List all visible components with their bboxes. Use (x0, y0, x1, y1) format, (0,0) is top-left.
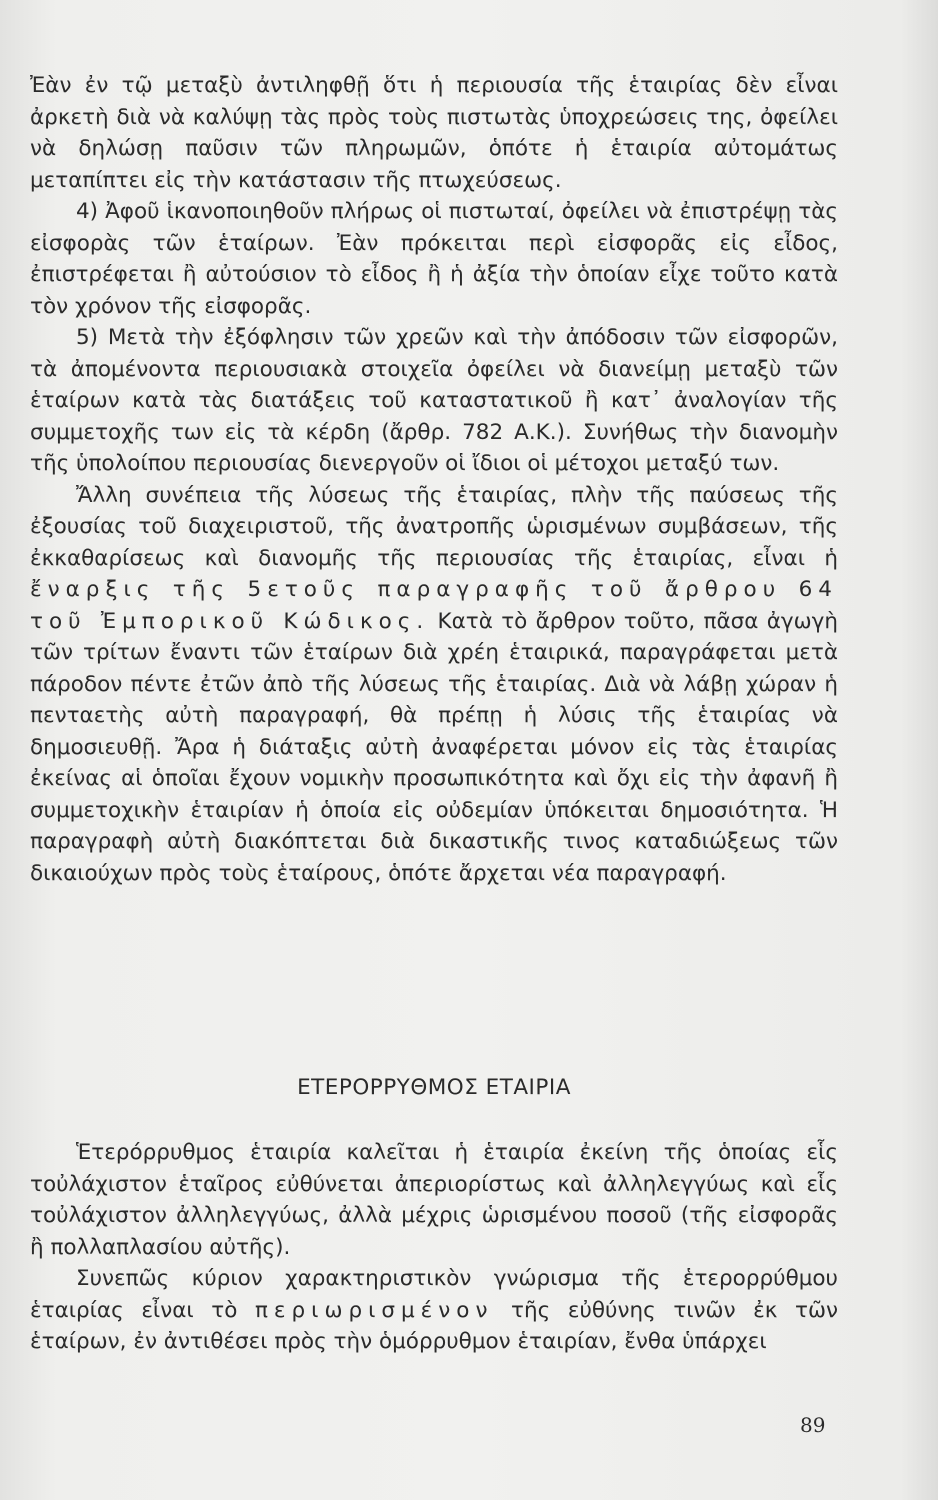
text-block-lower (30, 1137, 838, 1358)
paragraph-prescription-end: Κατὰ τὸ ἄρθρον τοῦτο, πᾶσα ἀγωγὴ τῶν τρίτων ἔναντι τῶν ἑταίρων διὰ χρέη ἑταιρικά, παραγράφεται μετὰ πάροδον πέντε ἐτῶν ἀπὸ τῆς λύσεως τῆς ἑταιρίας. Διὰ νὰ λάβῃ χώραν ἡ πενταετὴς αὐτὴ παραγραφή, θὰ πρέπῃ ἡ λύσις τῆς ἑταιρίας νὰ δημοσιευθῇ. Ἄρα ἡ διάταξις αὐτὴ ἀναφέρεται μόνον εἰς τὰς ἑταιρίας ἐκείνας αἱ ὁποῖαι ἔχουν νομικὴν προσωπικότητα καὶ ὄχι εἰς τὴν ἀφανῆ ἢ συμμετοχικὴν ἑταιρίαν ἡ ὁποία εἰς οὐδεμίαν ὑπόκειται δημοσιότητα. Ἡ παραγραφὴ αὐτὴ διακόπτεται διὰ δικαστικῆς τινος καταδιώξεως τῶν δικαιούχων πρὸς τοὺς ἑταίρους, ὁπότε ἄρχεται νέα παραγραφή. (30, 608, 838, 886)
paragraph-item-4: 4) Ἀφοῦ ἱκανοποιηθοῦν πλήρως οἱ πιστωταί, ὀφείλει νὰ ἐπιστρέψῃ τὰς εἰσφορὰς τῶν ἑταίρων. Ἐὰν πρόκειται περὶ εἰσφορᾶς εἰς εἶδος, ἐπιστρέφεται ἢ αὐτούσιον τὸ εἶδος ἢ ἡ ἀξία τὴν ὁποίαν εἶχε τοῦτο κατὰ τὸν χρόνον τῆς εἰσφορᾶς. (30, 199, 838, 319)
section-heading: ΕΤΕΡΟΡΡΥΘΜΟΣ ΕΤΑΙΡΙΑ (297, 1075, 571, 1100)
paragraph-prescription (30, 480, 838, 890)
paragraph-insolvency: Ἐὰν ἐν τῷ μεταξὺ ἀντιληφθῇ ὅτι ἡ περιουσία τῆς ἑταιρίας δὲν εἶναι ἀρκετὴ διὰ νὰ καλύψῃ τὰς πρὸς τοὺς πιστωτὰς ὑποχρεώσεις της, ὀφείλει νὰ δηλώσῃ παῦσιν τῶν πληρωμῶν, ὁπότε ἡ ἑταιρία αὐτομάτως μεταπίπτει εἰς τὴν κατάστασιν τῆς πτωχεύσεως. (30, 73, 838, 193)
paragraph-prescription-start: Ἄλλη συνέπεια τῆς λύσεως τῆς ἑταιρίας, πλὴν τῆς παύσεως τῆς ἐξουσίας τοῦ διαχειριστοῦ, τῆς ἀνατροπῆς ὡρισμένων συμβάσεων, τῆς ἐκκαθαρίσεως καὶ διανομῆς τῆς περιουσίας τῆς ἑταιρίας, εἶναι ἡ (30, 482, 838, 571)
paragraph-characteristic (30, 1263, 838, 1358)
paragraph-characteristic-start: Συνεπῶς κύριον χαρακτηριστικὸν γνώρισμα τῆς ἑτερορρύθμου ἑταιρίας εἶναι τὸ (30, 1266, 838, 1323)
paragraph-characteristic-end: τῆς εὐθύνης τινῶν ἐκ τῶν ἑταίρων, ἐν ἀντιθέσει πρὸς τὴν ὁμόρρυθμον ἑταιρίαν, ἔνθα ὑπάρχει (30, 1297, 839, 1354)
spaced-emphasis-prescription: ἔναρξις τῆς 5ετοῦς παραγραφῆς τοῦ ἄρθρου 64 τοῦ Ἐμπορικοῦ Κώδικος. (30, 577, 838, 634)
paragraph-item-5: 5) Μετὰ τὴν ἐξόφλησιν τῶν χρεῶν καὶ τὴν ἀπόδοσιν τῶν εἰσφορῶν, τὰ ἀπομένοντα περιουσιακὰ στοιχεῖα ὀφείλει νὰ διανείμῃ μεταξὺ τῶν ἑταίρων κατὰ τὰς διατάξεις τοῦ καταστατικοῦ ἢ κατ᾿ ἀναλογίαν τῆς συμμετοχῆς των εἰς τὰ κέρδη (ἄρθρ. 782 Α.Κ.). Συνήθως τὴν διανομὴν τῆς ὑπολοίπου περιουσίας διενεργοῦν οἱ ἴδιοι οἱ μέτοχοι μεταξύ των. (30, 325, 838, 476)
paragraph-definition: Ἑτερόρρυθμος ἑταιρία καλεῖται ἡ ἑταιρία ἐκείνη τῆς ὁποίας εἷς τοὐλάχιστον ἑταῖρος εὐθύνεται ἀπεριορίστως καὶ ἀλληλεγγύως καὶ εἷς τοὐλάχιστον ἀλληλεγγύως, ἀλλὰ μέχρις ὡρισμένου ποσοῦ (τῆς εἰσφορᾶς ἢ πολλαπλασίου αὐτῆς). (30, 1140, 838, 1260)
page-number: 89 (800, 1413, 826, 1437)
text-block-upper (30, 70, 838, 889)
spaced-emphasis-limited: περιωρισμένον (254, 1297, 494, 1323)
